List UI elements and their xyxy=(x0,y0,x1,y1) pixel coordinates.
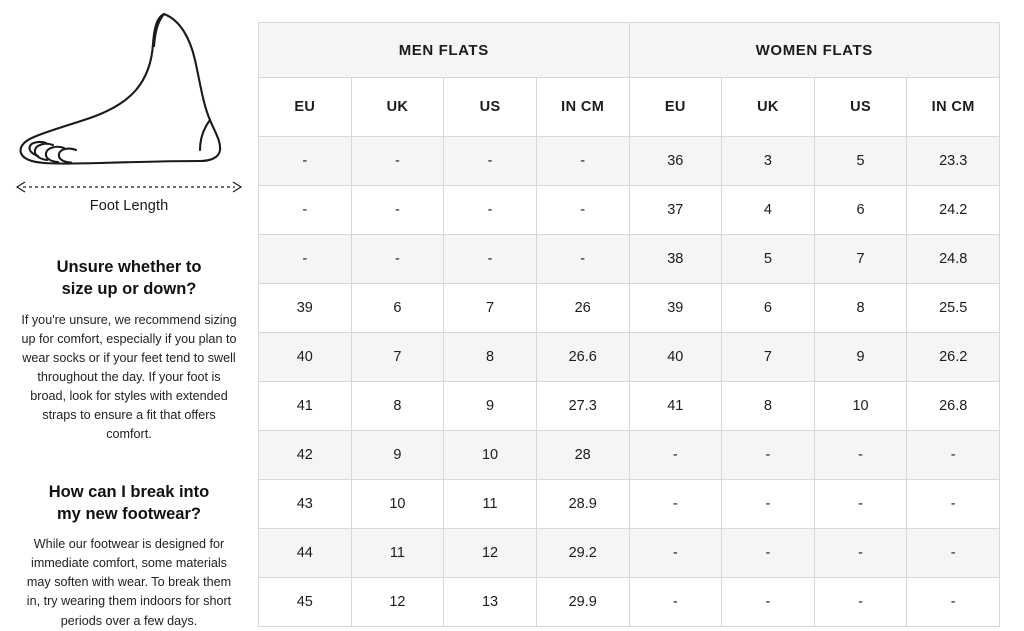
cell: - xyxy=(259,186,352,235)
unit-header-men-cm: IN CM xyxy=(536,78,629,137)
cell: 43 xyxy=(259,480,352,529)
cell: - xyxy=(629,578,722,627)
cell: - xyxy=(814,480,907,529)
group-header-row xyxy=(259,23,1000,78)
cell: 7 xyxy=(351,333,444,382)
foot-outline-icon xyxy=(14,8,244,178)
table-head xyxy=(259,23,1000,137)
cell: - xyxy=(351,235,444,284)
cell: 26 xyxy=(536,284,629,333)
table-row xyxy=(259,284,1000,333)
unit-header-men-uk: UK xyxy=(351,78,444,137)
table-row xyxy=(259,578,1000,627)
cell: 26.6 xyxy=(536,333,629,382)
cell: 44 xyxy=(259,529,352,578)
cell: - xyxy=(907,578,1000,627)
cell: - xyxy=(536,137,629,186)
unit-header-women-uk: UK xyxy=(722,78,815,137)
cell: 23.3 xyxy=(907,137,1000,186)
cell: 24.8 xyxy=(907,235,1000,284)
size-table-container xyxy=(258,0,1024,617)
cell: 3 xyxy=(722,137,815,186)
cell: 11 xyxy=(444,480,537,529)
group-header-women: WOMEN FLATS xyxy=(629,23,1000,78)
table-row xyxy=(259,382,1000,431)
table-body xyxy=(259,137,1000,627)
cell: 8 xyxy=(722,382,815,431)
cell: - xyxy=(444,137,537,186)
unit-header-men-eu: EU xyxy=(259,78,352,137)
cell: 7 xyxy=(814,235,907,284)
cell: 8 xyxy=(351,382,444,431)
cell: 39 xyxy=(259,284,352,333)
cell: 8 xyxy=(814,284,907,333)
cell: - xyxy=(536,186,629,235)
cell: 9 xyxy=(444,382,537,431)
cell: - xyxy=(907,480,1000,529)
cell: 9 xyxy=(814,333,907,382)
cell: 27.3 xyxy=(536,382,629,431)
cell: - xyxy=(907,529,1000,578)
cell: - xyxy=(629,529,722,578)
faq-title-sizing-line1: Unsure whether to xyxy=(56,258,202,276)
cell: - xyxy=(629,480,722,529)
cell: 25.5 xyxy=(907,284,1000,333)
unit-header-men-us: US xyxy=(444,78,537,137)
cell: - xyxy=(907,431,1000,480)
measure-arrow-icon xyxy=(13,180,245,194)
cell: 28 xyxy=(536,431,629,480)
faq-body-breakin: While our footwear is designed for immediate comfort, some materials may soften with wear. To break them in, try wearing them indoors for short periods over a few days. xyxy=(26,537,232,628)
group-header-men: MEN FLATS xyxy=(259,23,630,78)
foot-length-caption: Foot Length xyxy=(89,198,169,214)
table-row xyxy=(259,333,1000,382)
cell: 24.2 xyxy=(907,186,1000,235)
table-row xyxy=(259,235,1000,284)
cell: 41 xyxy=(629,382,722,431)
cell: - xyxy=(351,186,444,235)
faq-title-breakin-line2: my new footwear? xyxy=(57,504,201,523)
cell: 7 xyxy=(722,333,815,382)
cell: 6 xyxy=(814,186,907,235)
cell: 45 xyxy=(259,578,352,627)
cell: - xyxy=(444,186,537,235)
cell: 10 xyxy=(351,480,444,529)
cell: 5 xyxy=(814,137,907,186)
cell: 6 xyxy=(722,284,815,333)
cell: - xyxy=(259,235,352,284)
cell: - xyxy=(814,578,907,627)
unit-header-women-us: US xyxy=(814,78,907,137)
table-row xyxy=(259,186,1000,235)
faq-block-breakin xyxy=(21,481,237,631)
cell: 4 xyxy=(722,186,815,235)
cell: 11 xyxy=(351,529,444,578)
cell: 29.9 xyxy=(536,578,629,627)
cell: 42 xyxy=(259,431,352,480)
cell: 13 xyxy=(444,578,537,627)
cell: - xyxy=(444,235,537,284)
cell: 26.8 xyxy=(907,382,1000,431)
cell: - xyxy=(814,529,907,578)
cell: 38 xyxy=(629,235,722,284)
cell: 39 xyxy=(629,284,722,333)
table-row xyxy=(259,480,1000,529)
cell: 26.2 xyxy=(907,333,1000,382)
faq-title-breakin xyxy=(21,481,237,526)
unit-header-women-cm: IN CM xyxy=(907,78,1000,137)
cell: 9 xyxy=(351,431,444,480)
table-row xyxy=(259,431,1000,480)
faq-body-sizing: If you're unsure, we recommend sizing up for comfort, especially if you plan to wear socks or if your feet tend to swell throughout the day. If your foot is broad, look for styles with extended straps to ensure a fit that offers comfort. xyxy=(21,312,237,442)
cell: 41 xyxy=(259,382,352,431)
cell: - xyxy=(722,480,815,529)
cell: - xyxy=(629,431,722,480)
cell: 40 xyxy=(629,333,722,382)
cell: 10 xyxy=(444,431,537,480)
faq-title-breakin-line1: How can I break into xyxy=(48,482,210,501)
left-info-panel xyxy=(0,0,258,628)
table-row xyxy=(259,529,1000,578)
unit-header-row xyxy=(259,78,1000,137)
cell: 8 xyxy=(444,333,537,382)
cell: - xyxy=(722,529,815,578)
cell: 5 xyxy=(722,235,815,284)
cell: - xyxy=(351,137,444,186)
cell: 28.9 xyxy=(536,480,629,529)
faq-title-sizing-line2: size up or down? xyxy=(61,280,197,299)
size-chart-table xyxy=(258,22,1000,627)
cell: 40 xyxy=(259,333,352,382)
cell: 7 xyxy=(444,284,537,333)
table-row xyxy=(259,137,1000,186)
cell: 10 xyxy=(814,382,907,431)
cell: - xyxy=(259,137,352,186)
cell: 12 xyxy=(444,529,537,578)
cell: 6 xyxy=(351,284,444,333)
cell: - xyxy=(814,431,907,480)
cell: 36 xyxy=(629,137,722,186)
cell: - xyxy=(536,235,629,284)
cell: - xyxy=(722,431,815,480)
cell: - xyxy=(722,578,815,627)
faq-block-sizing xyxy=(21,256,237,445)
cell: 12 xyxy=(351,578,444,627)
cell: 37 xyxy=(629,186,722,235)
cell: 29.2 xyxy=(536,529,629,578)
unit-header-women-eu: EU xyxy=(629,78,722,137)
faq-title-sizing xyxy=(21,256,237,301)
